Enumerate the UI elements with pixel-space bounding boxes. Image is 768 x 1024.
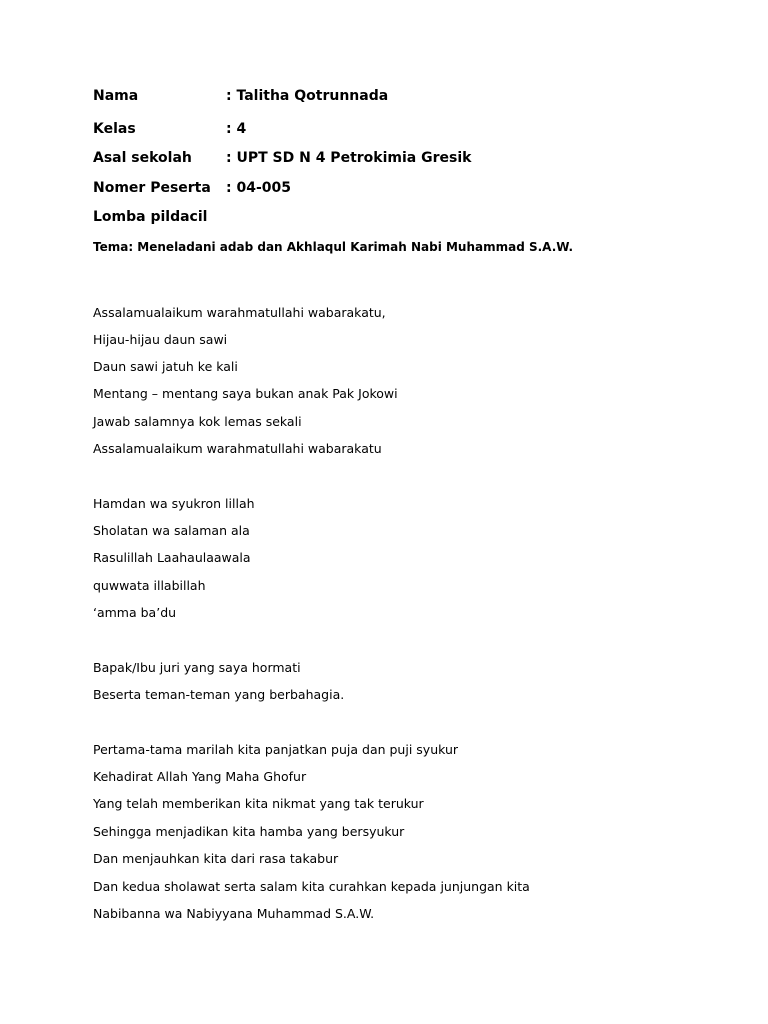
speech-line: Mentang – mentang saya bukan anak Pak Jokowi [93,386,398,401]
theme-line: Tema: Meneladani adab dan Akhlaqul Karimah Nabi Muhammad S.A.W. [93,240,574,254]
field-nomer-peserta [93,176,291,200]
speech-line: ‘amma ba’du [93,605,177,620]
speech-line: Daun sawi jatuh ke kali [93,359,238,374]
speech-line: quwwata illabillah [93,578,206,593]
field-value: : 04-005 [226,180,291,196]
field-label: Nama [93,88,139,104]
field-value: : 4 [226,121,247,137]
speech-line: Assalamualaikum warahmatullahi wabarakatu [93,441,382,456]
field-label: Nomer Peserta [93,180,211,196]
speech-line: Jawab salamnya kok lemas sekali [93,414,302,429]
speech-line: Dan kedua sholawat serta salam kita curahkan kepada junjungan kita [93,879,530,894]
speech-line: Yang telah memberikan kita nikmat yang tak terukur [93,796,424,811]
speech-line: Sehingga menjadikan kita hamba yang bersyukur [93,824,405,839]
speech-line: Hamdan wa syukron lillah [93,496,255,511]
field-kelas [93,117,246,141]
field-asal-sekolah [93,146,471,170]
field-label: Asal sekolah [93,150,192,166]
speech-line: Rasulillah Laahaulaawala [93,550,251,565]
speech-line: Bapak/Ibu juri yang saya hormati [93,660,301,675]
speech-line: Assalamualaikum warahmatullahi wabarakatu, [93,305,386,320]
speech-line: Pertama-tama marilah kita panjatkan puja dan puji syukur [93,742,459,757]
field-nama [93,84,388,108]
speech-line: Hijau-hijau daun sawi [93,332,228,347]
speech-line: Beserta teman-teman yang berbahagia. [93,687,345,702]
competition-title: Lomba pildacil [93,209,208,225]
speech-line: Dan menjauhkan kita dari rasa takabur [93,851,339,866]
field-value: : Talitha Qotrunnada [226,88,389,104]
speech-line: Nabibanna wa Nabiyyana Muhammad S.A.W. [93,906,375,921]
field-label: Kelas [93,121,136,137]
field-value: : UPT SD N 4 Petrokimia Gresik [226,150,472,166]
speech-line: Sholatan wa salaman ala [93,523,250,538]
speech-line: Kehadirat Allah Yang Maha Ghofur [93,769,307,784]
